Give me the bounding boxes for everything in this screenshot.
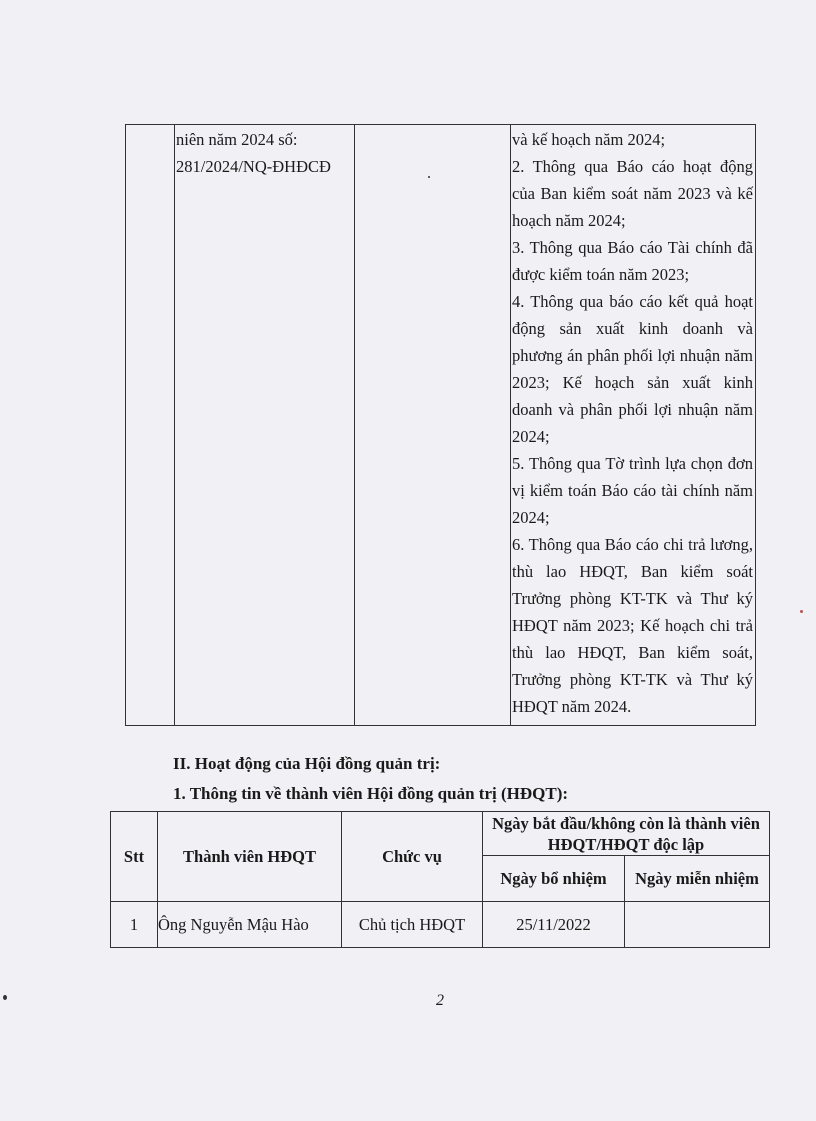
cell-dismissed — [625, 902, 770, 948]
page-number: 2 — [436, 992, 444, 1009]
header-position: Chức vụ — [342, 812, 483, 902]
content-paragraph: 4. Thông qua báo cáo kết quả hoạt động sản xuất kinh doanh và phương án phân phối lợi nhuận năm 2023; Kế hoạch sản xuất kinh doanh và phân phối lợi nhuận năm 2024; — [512, 292, 753, 446]
stt-cell — [126, 125, 175, 726]
cell-appointed: 25/11/2022 — [483, 902, 625, 948]
header-member: Thành viên HĐQT — [158, 812, 342, 902]
header-dismissed: Ngày miễn nhiệm — [625, 856, 770, 902]
table-row — [111, 902, 770, 948]
resolution-number: 281/2024/NQ-ĐHĐCĐ — [176, 157, 331, 176]
resolution-name-cell — [175, 125, 355, 726]
header-stt: Stt — [111, 812, 158, 902]
date-cell — [355, 125, 511, 726]
cell-member: Ông Nguyễn Mậu Hào — [158, 902, 342, 948]
scan-speck — [3, 995, 7, 1000]
content-paragraph: 5. Thông qua Tờ trình lựa chọn đơn vị kiểm toán Báo cáo tài chính năm 2024; — [512, 454, 753, 527]
header-appointed: Ngày bổ nhiệm — [483, 856, 625, 902]
content-paragraph: và kế hoạch năm 2024; — [512, 130, 666, 149]
table-row — [126, 125, 756, 726]
scan-speck — [800, 610, 803, 613]
section-heading-1: 1. Thông tin về thành viên Hội đồng quản trị (HĐQT): — [173, 784, 569, 803]
resolution-table-continued — [125, 124, 756, 726]
board-members-table — [110, 811, 770, 948]
content-paragraph: 2. Thông qua Báo cáo hoạt động của Ban kiểm soát năm 2023 và kế hoạch năm 2024; — [512, 157, 753, 230]
content-paragraph: 3. Thông qua Báo cáo Tài chính đã được kiểm toán năm 2023; — [512, 238, 753, 284]
section-heading-ii: II. Hoạt động của Hội đồng quản trị: — [173, 754, 441, 773]
content-cell — [511, 125, 756, 726]
cell-stt: 1 — [111, 902, 158, 948]
table-header-row — [111, 812, 770, 856]
header-date-group: Ngày bắt đầu/không còn là thành viên HĐQT/HĐQT độc lập — [483, 812, 770, 856]
cell-position: Chủ tịch HĐQT — [342, 902, 483, 948]
resolution-name-line: niên năm 2024 số: — [176, 130, 298, 149]
scan-speck — [428, 176, 430, 178]
content-paragraph: 6. Thông qua Báo cáo chi trả lương, thù lao HĐQT, Ban kiểm soát Trưởng phòng KT-TK và Thư ký HĐQT năm 2023; Kế hoạch chi trả thù lao HĐQT, Ban kiểm soát, Trưởng phòng KT-TK và Thư ký HĐQT năm 2024. — [512, 535, 753, 716]
